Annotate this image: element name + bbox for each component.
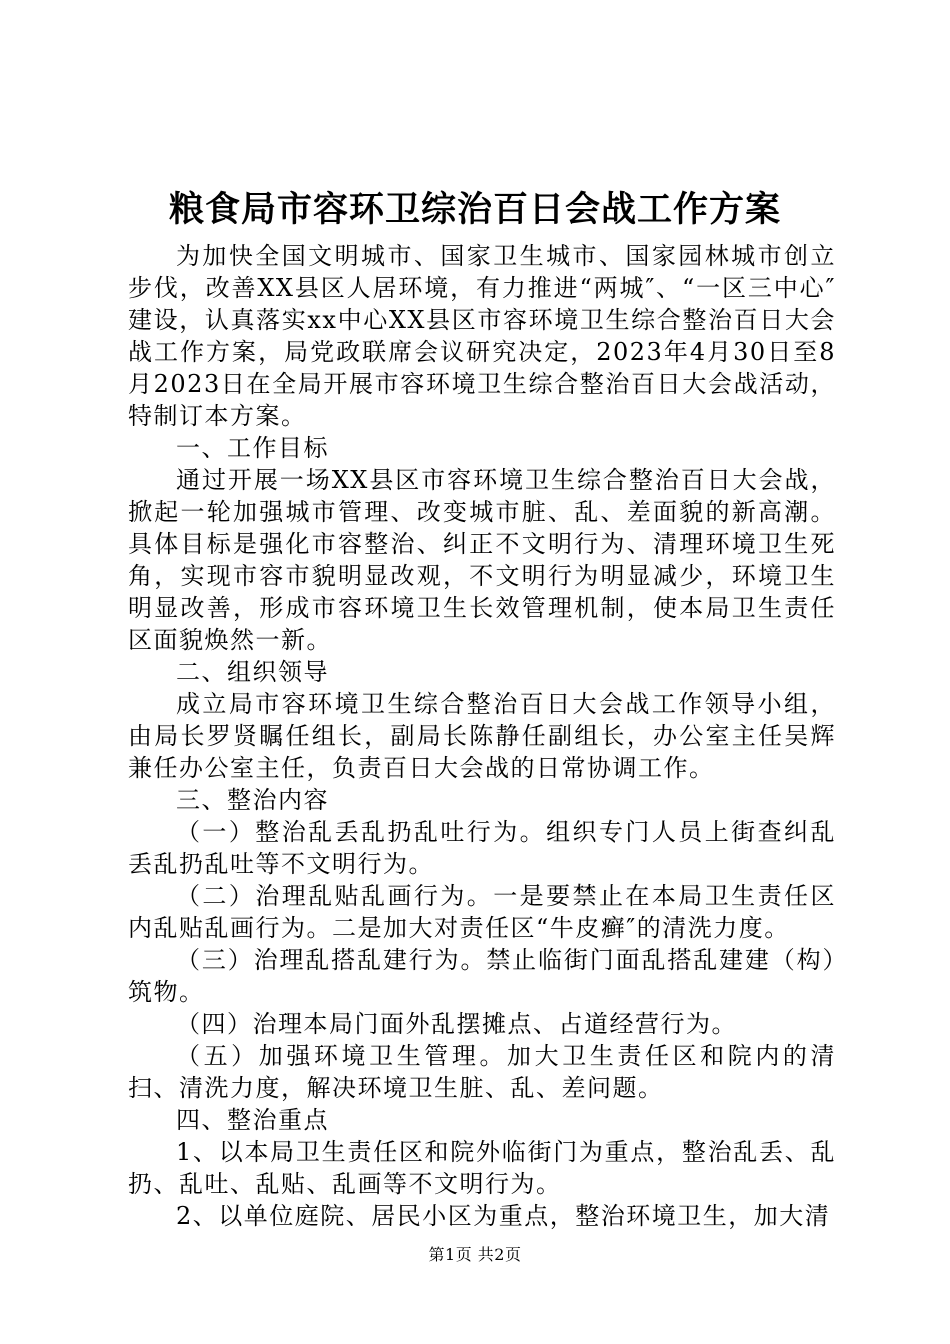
content-item: （五）加强环境卫生管理。加大卫生责任区和院内的清扫、清洗力度，解决环境卫生脏、乱、差问题。 <box>128 1042 836 1102</box>
section-heading-leadership: 二、组织领导 <box>176 658 329 686</box>
section-heading-content: 三、整治内容 <box>176 786 329 814</box>
document-body <box>128 240 836 1232</box>
section-heading-focus: 四、整治重点 <box>176 1106 329 1134</box>
leadership-paragraph: 成立局市容环境卫生综合整治百日大会战工作领导小组，由局长罗贤瞩任组长，副局长陈静任副组长，办公室主任吴辉兼任办公室主任，负责百日大会战的日常协调工作。 <box>128 690 836 782</box>
document-title: 粮食局市容环卫综治百日会战工作方案 <box>168 190 781 230</box>
content-item: （四）治理本局门面外乱摆摊点、占道经营行为。 <box>176 1010 737 1038</box>
focus-item: 1、以本局卫生责任区和院外临街门为重点，整治乱丢、乱扔、乱吐、乱贴、乱画等不文明行为。 <box>128 1138 836 1198</box>
goals-paragraph: 通过开展一场XX县区市容环境卫生综合整治百日大会战，掀起一轮加强城市管理、改变城市脏、乱、差面貌的新高潮。具体目标是强化市容整治、纠正不文明行为、清理环境卫生死角，实现市容市貌明显改观，不文明行为明显减少，环境卫生明显改善，形成市容环境卫生长效管理机制，使本局卫生责任区面貌焕然一新。 <box>128 466 836 654</box>
content-item: （三）治理乱搭乱建行为。禁止临街门面乱搭乱建建（构）筑物。 <box>128 946 836 1006</box>
focus-item: 2、以单位庭院、居民小区为重点，整治环境卫生，加大清 <box>176 1202 831 1230</box>
content-item: （二）治理乱贴乱画行为。一是要禁止在本局卫生责任区内乱贴乱画行为。二是加大对责任区“牛皮癣″的清洗力度。 <box>128 882 836 942</box>
page-footer: 第1页 共2页 <box>428 1245 522 1264</box>
intro-paragraph: 为加快全国文明城市、国家卫生城市、国家园林城市创立步伐，改善XX县区人居环境，有力推进“两城″、“一区三中心″建设，认真落实xx中心XX县区市容环境卫生综合整治百日大会战工作方案，局党政联席会议研究决定，2023年4月30日至8月2023日在全局开展市容环境卫生综合整治百日大会战活动，特制订本方案。 <box>128 242 836 430</box>
content-item: （一）整治乱丢乱扔乱吐行为。组织专门人员上街查纠乱丢乱扔乱吐等不文明行为。 <box>128 818 836 878</box>
section-heading-goals: 一、工作目标 <box>176 434 329 462</box>
